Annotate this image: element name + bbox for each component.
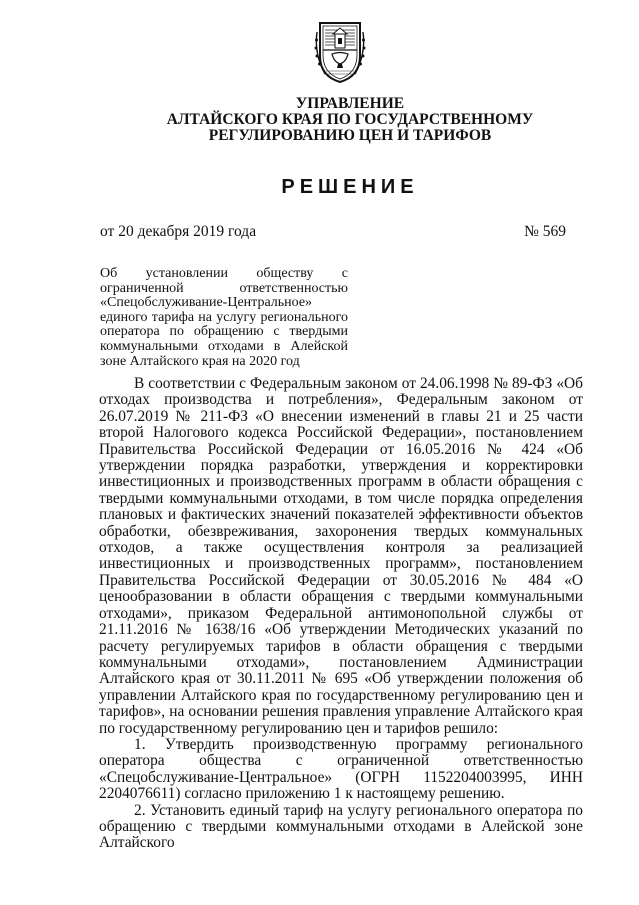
preamble-paragraph: В соответствии с Федеральным законом от 24.06.1998 № 89-ФЗ «Об отходах производства и потребления», Федеральным законом от 26.07.2019 № 211-ФЗ «О внесении изменений в главы 21 и 25 части второй Налогового кодекса Российской Федерации», постановлением Правительства Российской Федерации от 16.05.2016 № 424 «Об утверждении порядка разработки, утверждения и корректировки инвестиционных и производственных программ в области обращения с твердыми коммунальными отходами, в том числе порядка определения плановых и фактических значений показателей эффективности объектов обработки, обезвреживания, захоронения твердых коммунальных отходов, а также осуществления контроля за реализацией инвестиционных и производственных программ», постановлением Правительства Российской Федерации от 30.05.2016 № 484 «О ценообразовании в области обращения с твердыми коммунальными отходами», приказом Федеральной антимонопольной службы от 21.11.2016 № 1638/16 «Об утверждении Методических указаний по расчету регулируемых тарифов в области обращения с твердыми коммунальными отходами», постановлением Администрации Алтайского края от 30.11.2011 № 695 «Об утверждении положения об управлении Алтайского края по государственному регулированию цен и тарифов», на основании решения правления управление Алтайского края по государственному регулированию цен и тарифов решило: — [99, 375, 583, 737]
document-number: № 569 — [524, 223, 566, 240]
coat-of-arms-icon — [313, 18, 367, 84]
organization-name — [150, 96, 550, 144]
org-line-2: АЛТАЙСКОГО КРАЯ ПО ГОСУДАРСТВЕННОМУ — [166, 111, 534, 128]
org-line-1: УПРАВЛЕНИЕ — [295, 95, 405, 112]
document-body — [99, 376, 583, 852]
document-subject: Об установлении обществу с ограниченной ответственностью «Спецобслуживание-Центральное» единого тарифа на услугу регионального оператора по обращению с твердыми коммунальными отходами в Алейской зоне Алтайского края на 2020 год — [100, 266, 348, 369]
document-title: РЕШЕНИЕ — [281, 176, 419, 198]
org-line-3: РЕГУЛИРОВАНИЮ ЦЕН И ТАРИФОВ — [208, 127, 492, 144]
document-date: от 20 декабря 2019 года — [100, 223, 257, 240]
decision-item-1: 1. Утвердить производственную программу регионального оператора общества с ограниченной ответственностью «Спецобслуживание-Центральное» (ОГРН 1152204003995, ИНН 2204076611) согласно приложению 1 к настоящему решению. — [99, 735, 583, 803]
decision-item-2: 2. Установить единый тариф на услугу регионального оператора по обращению с твердыми коммунальными отходами в Алейской зоне Алтайского — [99, 801, 583, 852]
